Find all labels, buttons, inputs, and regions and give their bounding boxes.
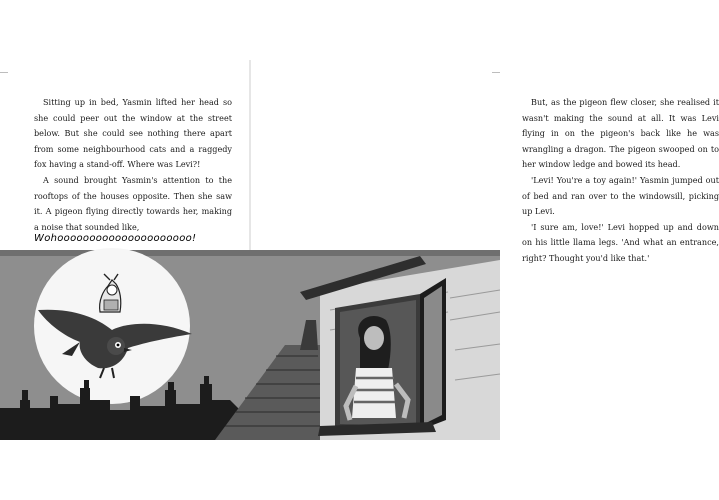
right-text-column — [522, 95, 719, 267]
night-illustration — [0, 250, 500, 440]
sound-effect-text: Wohooooooooooooooooooooo! — [34, 233, 197, 244]
paragraph: Sitting up in bed, Yasmin lifted her head so she could peer out the window at the street below. But she could see nothing there apart from some neighbourhood cats and a raggedy fox having a stand-off. Where was Levi?! — [34, 97, 232, 170]
edge-tick — [0, 72, 8, 73]
left-text-column — [34, 95, 232, 235]
edge-tick — [492, 72, 500, 73]
paragraph: 'Levi! You're a toy again!' Yasmin jumped out of bed and ran over to the windowsill, picking up Levi. — [522, 174, 719, 217]
paragraph: 'I sure am, love!' Levi hopped up and down on his little llama legs. 'And what an entrance, right? Thought you'd like that.' — [522, 221, 719, 263]
paragraph: But, as the pigeon flew closer, she realised it wasn't making the sound at all. It was Levi flying in on the pigeon's back like he was wrangling a dragon. The pigeon swooped on to her window ledge and bowed its head. — [522, 97, 719, 170]
paragraph: A sound brought Yasmin's attention to the rooftops of the houses opposite. Then she saw it. A pigeon flying directly towards her, making a noise that sounded like, — [34, 174, 232, 232]
sound-effect — [34, 225, 244, 247]
